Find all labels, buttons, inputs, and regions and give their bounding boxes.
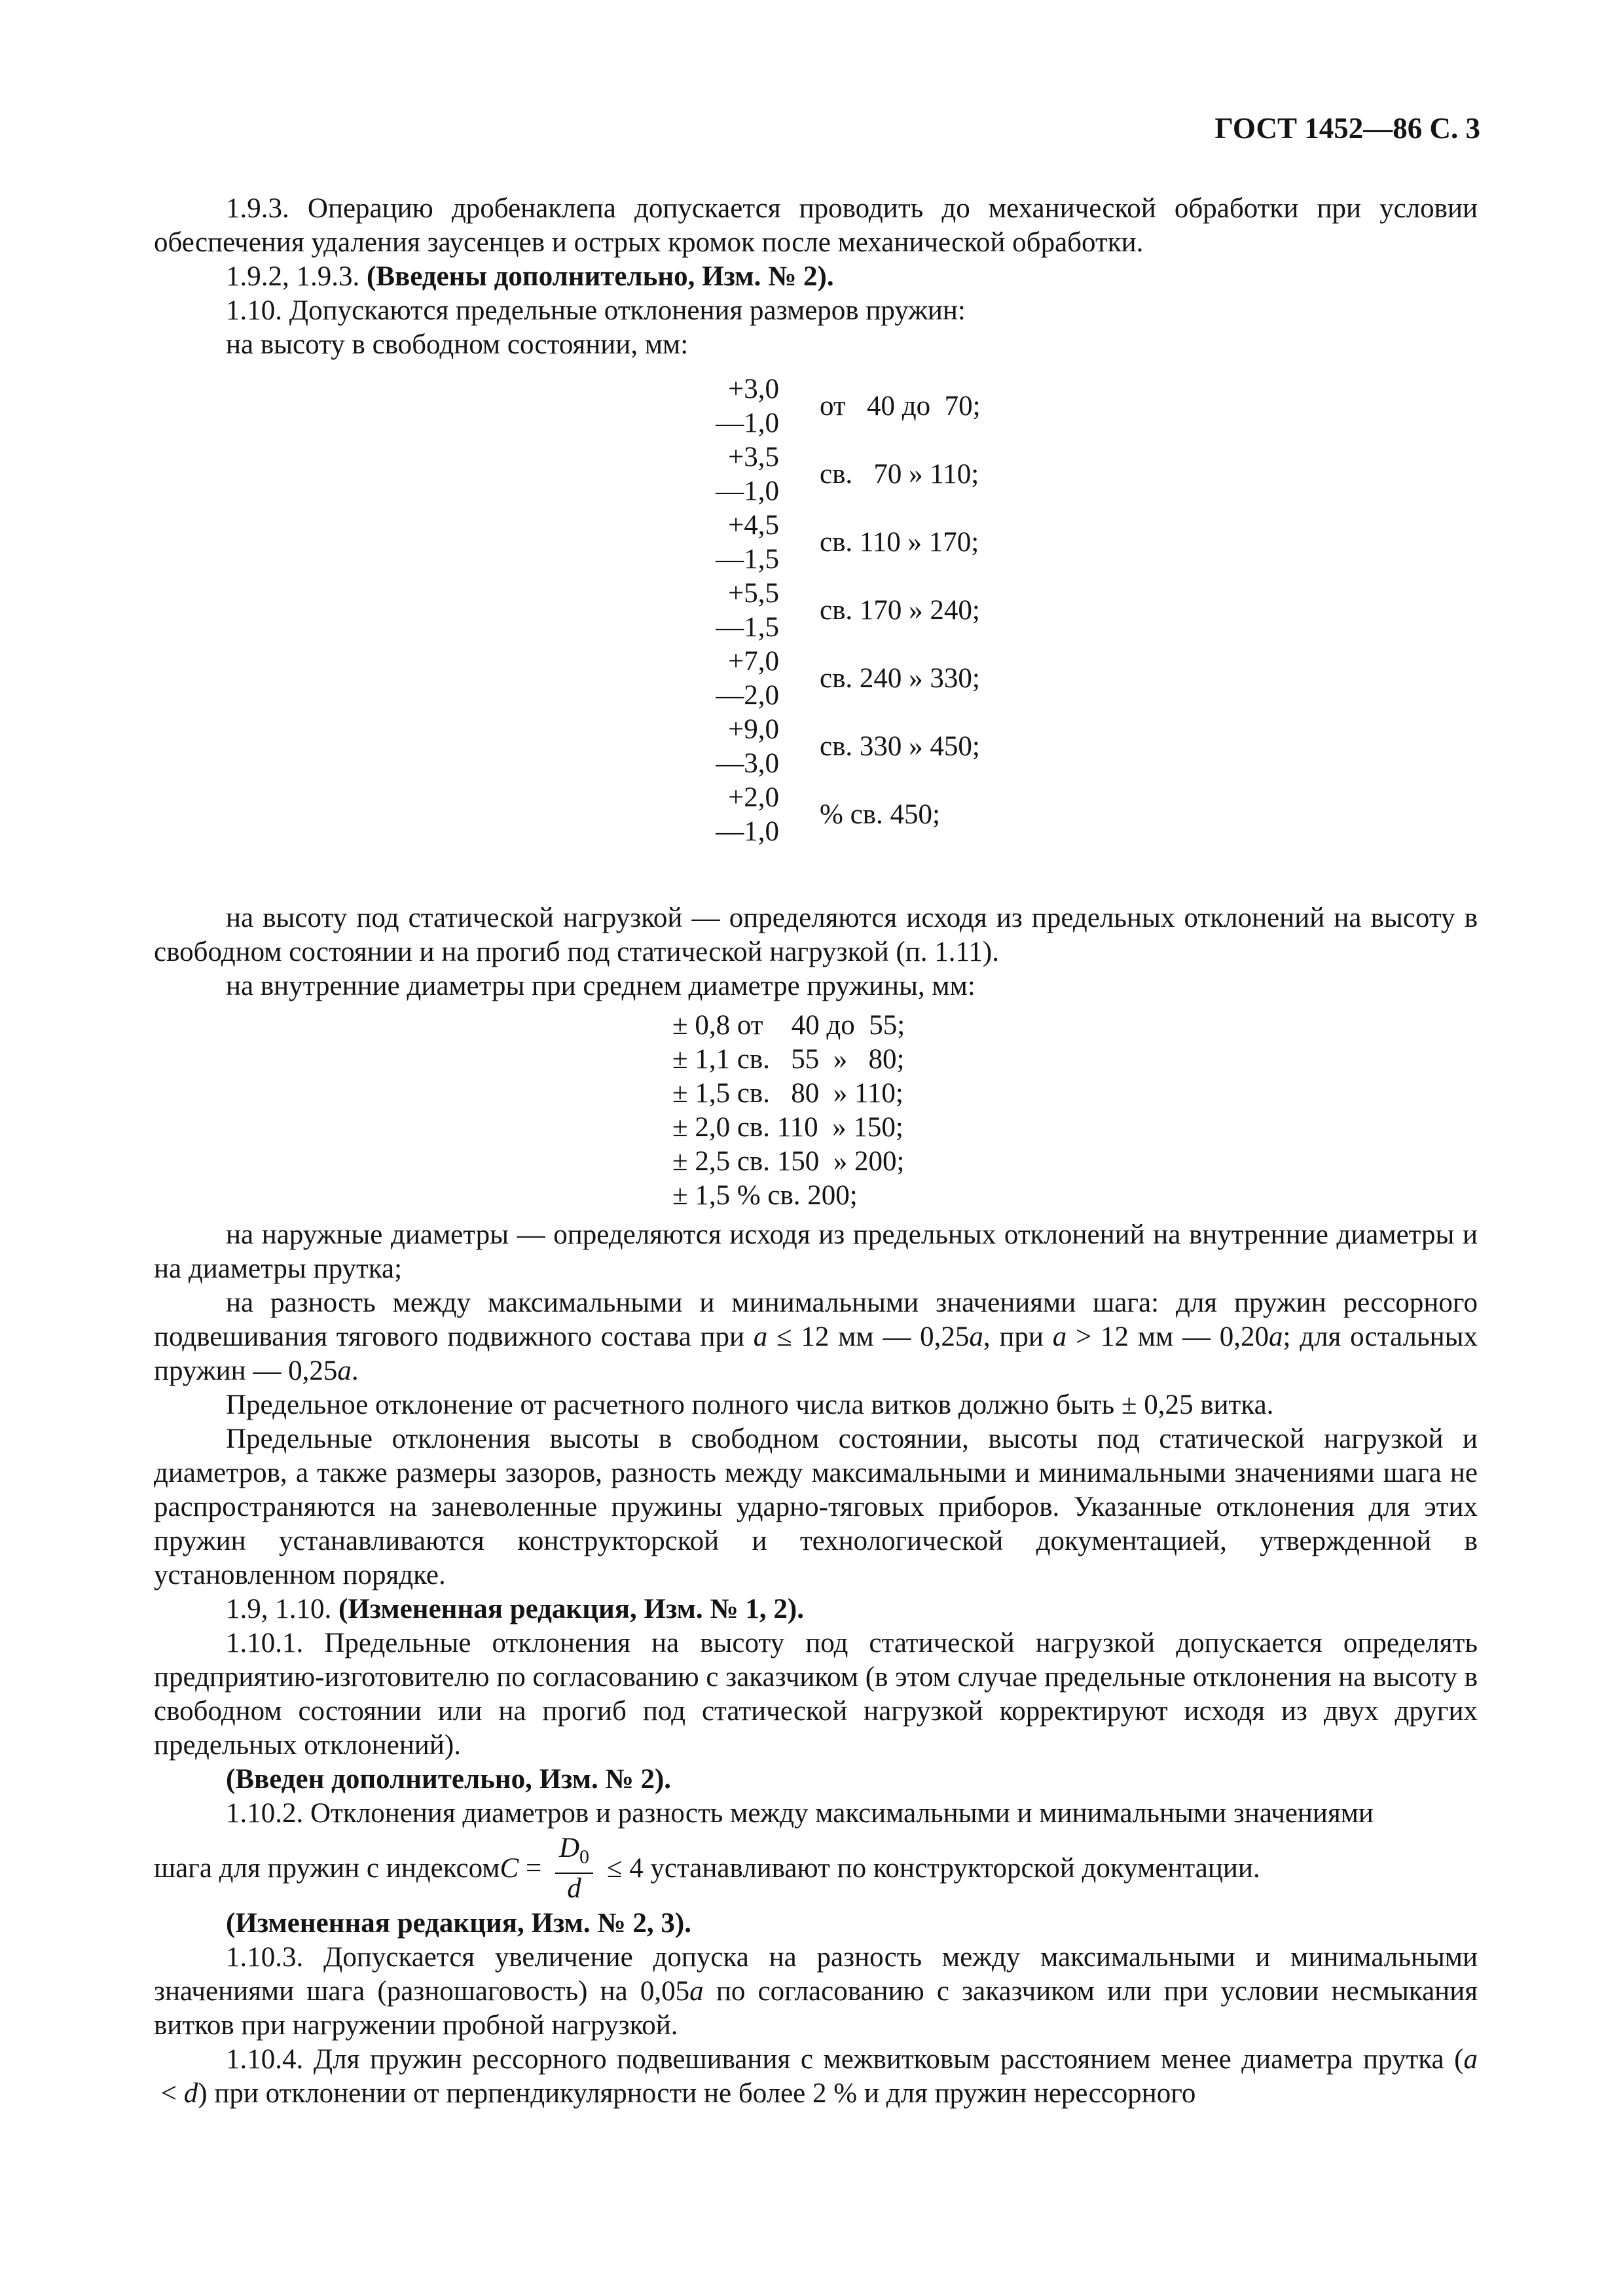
clause-1-9-3: 1.9.3. Операцию дробенаклепа допускается проводить до механической обработки при условии обеспечения удаления заусенцев и острых кромок после механической обработки. (154, 193, 1478, 258)
table-row: +4,5 —1,5 св. 110 » 170; (716, 510, 979, 575)
table-row: +7,0 —2,0 св. 240 » 330; (716, 646, 980, 711)
table-row: +3,0 —1,0 от 40 до 70; (716, 374, 981, 439)
height-tolerance-table (678, 372, 981, 849)
clause-1-10: 1.10. Допускаются предельные отклонения размеров пружин: (226, 295, 966, 326)
spring-index-fraction: $\frac{D_0}{d}$ (555, 1833, 593, 1904)
height-free-intro: на высоту в свободном состоянии, мм: (226, 329, 689, 360)
document-body (154, 192, 1478, 2111)
inner-diameter-tolerance-list (154, 1009, 1478, 1213)
table-row: +9,0 —3,0 св. 330 » 450; (716, 714, 980, 779)
list-item: ± 1,1 св. 55 » 80; (672, 1044, 905, 1075)
spring-index-formula-line: шага для пружин с индексом C = $\frac{D_0}{d}$ ≤ 4 устанавливают по конструкторской документации. (154, 1833, 1260, 1904)
clause-1-10-2: 1.10.2. Отклонения диаметров и разность между максимальными и минимальными значениями (226, 1798, 1374, 1829)
clause-1-10-4: 1.10.4. Для пружин рессорного подвешивания с межвитковым расстоянием менее диаметра прутка (a < d) при отклонении от перпендикулярности не более 2 % и для пружин нерессорного (154, 2044, 1478, 2109)
table-row: +3,5 —1,0 св. 70 » 110; (716, 442, 979, 507)
pitch-difference-paragraph: на разность между максимальными и минимальными значениями шага: для пружин рессорного подвешивания тягового подвижного состава при a ≤ 12 мм — 0,25a, при a > 12 мм — 0,20a; для остальных пружин — 0,25a. (154, 1287, 1478, 1386)
not-applied-paragraph: Предельные отклонения высоты в свободном состоянии, высоты под статической нагрузкой и диаметров, а также размеры зазоров, разность между максимальными и минимальными значениями шага не распространяются на заневоленные пружины ударно-тяговых приборов. Указанные отклонения для этих пружин устанавливаются конструкторской и технологической документацией, утвержденной в установленном порядке. (154, 1424, 1478, 1590)
list-item: ± 0,8 от 40 до 55; (672, 1010, 905, 1041)
table-row: +5,5 —1,5 св. 170 » 240; (716, 578, 980, 643)
table-row: +2,0 —1,0 % св. 450; (716, 782, 940, 847)
outer-diameter-paragraph: на наружные диаметры — определяются исходя из предельных отклонений на внутренние диаметры и на диаметры прутка; (154, 1219, 1478, 1284)
coil-count-paragraph: Предельное отклонение от расчетного полного числа витков должно быть ± 0,25 витка. (226, 1390, 1274, 1420)
height-static-paragraph: на высоту под статической нагрузкой — определяются исходя из предельных отклонений на высоту в свободном состоянии и на прогиб под статической нагрузкой (п. 1.11). (154, 903, 1478, 967)
list-item: ± 2,5 св. 150 » 200; (672, 1146, 905, 1177)
amendment-note-1-9-1-10: 1.9, 1.10. (Измененная редакция, Изм. № 1, 2). (226, 1594, 804, 1624)
amendment-note-1-10-2: (Измененная редакция, Изм. № 2, 3). (226, 1908, 691, 1939)
page-header: ГОСТ 1452—86 С. 3 (1214, 112, 1480, 145)
list-item: ± 2,0 св. 110 » 150; (672, 1112, 903, 1143)
clause-1-10-1: 1.10.1. Предельные отклонения на высоту под статической нагрузкой допускается определять предприятию-изготовителю по согласованию с заказчиком (в этом случае предельные отклонения на высоту в свободном состоянии или на прогиб под статической нагрузкой корректируют исходя из двух других предельных отклонений). (154, 1628, 1478, 1761)
list-item: ± 1,5 % св. 200; (672, 1180, 858, 1211)
amendment-note-1-10-1: (Введен дополнительно, Изм. № 2). (226, 1764, 672, 1795)
amendment-note-1-9-2: 1.9.2, 1.9.3. (Введены дополнительно, Изм. № 2). (226, 261, 834, 292)
list-item: ± 1,5 св. 80 » 110; (672, 1078, 903, 1109)
inner-diameter-intro: на внутренние диаметры при среднем диаметре пружины, мм: (226, 971, 976, 1001)
clause-1-10-3: 1.10.3. Допускается увеличение допуска на разность между максимальными и минимальными значениями шага (разношаговость) на 0,05a по согласованию с заказчиком или при условии несмыкания витков при нагружении пробной нагрузкой. (154, 1942, 1478, 2041)
